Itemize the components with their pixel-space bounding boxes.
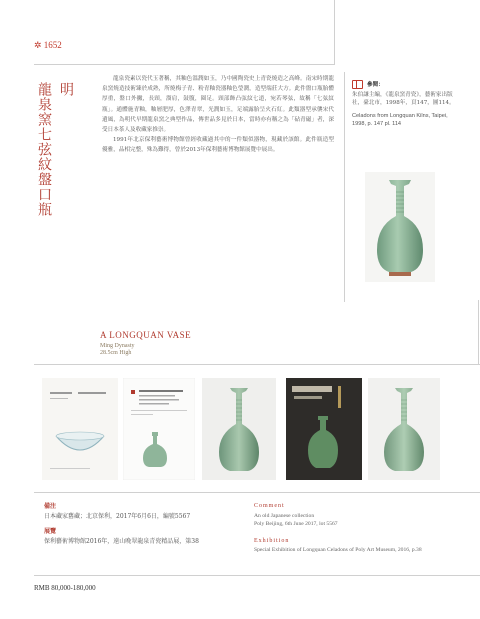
- exhibition-en-heading: Exhibition: [254, 537, 290, 544]
- provenance-en-heading: Comment: [254, 503, 285, 509]
- gallery-thumb-catalog-bowl[interactable]: [42, 378, 118, 480]
- title-vertical-divider: [478, 300, 479, 365]
- header-vertical-divider: [334, 0, 335, 65]
- provenance-cn: [44, 502, 234, 552]
- description-paragraph: 龍泉瓷素以瓷代玉著稱，其釉色溫潤如玉，乃中國陶瓷史上青瓷燒造之高峰。南宋時期龍泉窯燒造技術臻於成熟，所燒梅子青、粉青釉瓷器釉色瑩潤，造型端莊大方。此件盤口瓶胎體厚重，盤口外撇，長頸，溜肩，鼓腹，圈足。頸部飾凸弦紋七道，宛若琴弦，故稱「七弦紋瓶」。通體施青釉，釉層肥厚，色澤青翠，光潤如玉，足端露胎呈火石紅。此類器型承襲宋代遺風，為明代早期龍泉窯之典型作品，傳世品多見於日本，當時亦有稱之為「砧青磁」者，深受日本茶人及收藏家推崇。: [102, 76, 334, 134]
- gallery-thumb-vase-2[interactable]: [368, 378, 440, 480]
- description-paragraph: 1991年北京保利藝術博物館曾經收藏過其中的一件類似器物，現藏於該館。此件瓶造型優雅，品相完整，殊為難得，曾於2013年保利藝術博物館展覽中展出。: [102, 137, 334, 154]
- exhibition-cn-text: 保利藝術博物館2016年，遠山晚翠龍泉青瓷精品展，第38: [44, 538, 199, 545]
- provenance-en-text: An old Japanese collection Poly Beijing, 6th June 2017, lot 5567: [254, 512, 338, 527]
- image-gallery: [0, 378, 480, 480]
- column-divider: [344, 72, 345, 302]
- reference-text-cn: 朱伯謙主編，《龍泉窯青瓷》，藝術家出版社，臺北市，1998年，頁147，圖114。: [352, 92, 455, 106]
- english-title: [100, 330, 191, 356]
- reference-heading: [352, 80, 462, 89]
- english-title-height: 28.5cm High: [100, 350, 132, 356]
- title-col-name: 龍泉窯七弦紋盤口瓶: [36, 82, 52, 217]
- title-divider: [34, 364, 480, 365]
- lot-number: [34, 40, 62, 51]
- provenance-en: [254, 502, 454, 563]
- reference-vase-drawing: [365, 172, 435, 282]
- header-divider: [34, 64, 334, 65]
- reference-text-en: Celadons from Longquan Kilns, Taipei, 1998, p. 147 pl. 114: [352, 113, 448, 127]
- exhibition-en-text: Special Exhibition of Longquan Celadons of Poly Art Museum, 2016, p.38: [254, 547, 422, 553]
- lot-marker-icon: ✲: [34, 40, 42, 50]
- provenance-cn-heading: 備注: [44, 503, 57, 510]
- provenance-cn-text: 日本藏家舊藏；北京保利，2017年6月6日，編號5567: [44, 513, 191, 520]
- estimate-divider: [34, 575, 480, 576]
- gallery-thumb-auction-page[interactable]: [123, 378, 195, 480]
- exhibition-cn-heading: 展覽: [44, 528, 57, 535]
- book-icon: [352, 80, 363, 89]
- gallery-thumb-exhibition-catalog[interactable]: [286, 378, 362, 480]
- gallery-divider: [34, 492, 480, 493]
- reference-vase-image: [365, 172, 435, 282]
- english-title-name: A LONGQUAN VASE: [100, 330, 192, 340]
- chinese-title: [34, 82, 76, 217]
- estimate-price: RMB 80,000-180,000: [34, 584, 96, 592]
- gallery-thumb-vase[interactable]: [202, 378, 276, 480]
- reference-block: [352, 80, 462, 128]
- lot-number-text: 1652: [43, 40, 62, 50]
- chinese-description: [102, 74, 334, 156]
- title-col-dynasty: 明: [58, 82, 74, 97]
- english-title-dynasty: Ming Dynasty: [100, 343, 135, 349]
- reference-heading-text: 參閱：: [367, 81, 384, 88]
